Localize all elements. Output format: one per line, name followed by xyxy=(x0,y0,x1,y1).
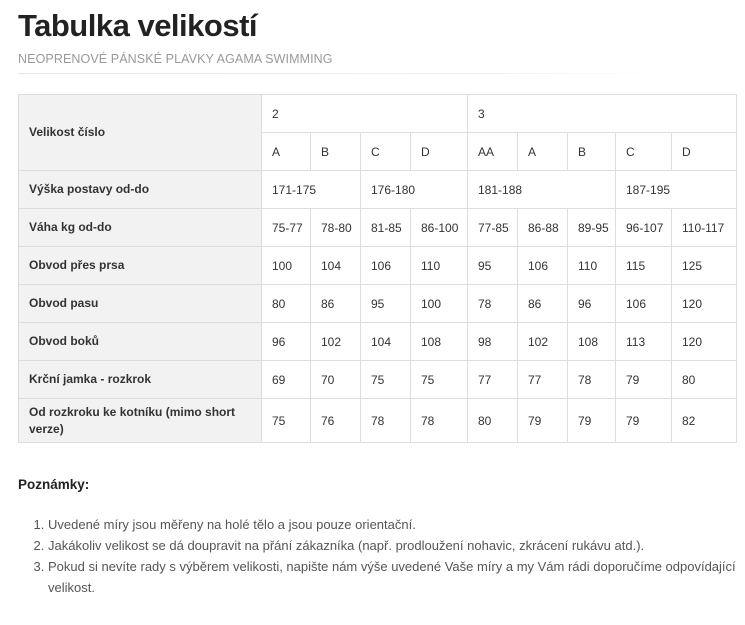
table-cell: 125 xyxy=(672,247,737,285)
row-label: Od rozkroku ke kotníku (mimo short verze) xyxy=(19,399,262,443)
table-row-height xyxy=(19,171,737,209)
table-cell: 70 xyxy=(311,361,361,399)
table-cell: 79 xyxy=(616,361,672,399)
row-label-height: Výška postavy od-do xyxy=(19,171,262,209)
table-cell: 106 xyxy=(518,247,568,285)
table-row-chest xyxy=(19,247,737,285)
row-label: Obvod boků xyxy=(19,323,262,361)
table-cell: 171-175 xyxy=(262,171,361,209)
table-cell: 110-117 xyxy=(672,209,737,247)
table-cell: 98 xyxy=(468,323,518,361)
table-cell: 80 xyxy=(468,399,518,443)
table-cell: 104 xyxy=(311,247,361,285)
subsize-cell: C xyxy=(616,133,672,171)
table-cell: 86 xyxy=(311,285,361,323)
table-cell: 79 xyxy=(568,399,616,443)
table-cell: 78 xyxy=(411,399,468,443)
table-cell: 102 xyxy=(311,323,361,361)
table-cell: 82 xyxy=(672,399,737,443)
table-cell: 181-188 xyxy=(468,171,616,209)
table-cell: 95 xyxy=(468,247,518,285)
table-cell: 106 xyxy=(361,247,411,285)
subsize-cell: A xyxy=(262,133,311,171)
table-cell: 110 xyxy=(411,247,468,285)
table-cell: 95 xyxy=(361,285,411,323)
table-cell: 110 xyxy=(568,247,616,285)
subsize-cell: A xyxy=(518,133,568,171)
table-cell: 100 xyxy=(262,247,311,285)
row-label: Obvod pasu xyxy=(19,285,262,323)
table-cell: 80 xyxy=(672,361,737,399)
table-cell: 86-100 xyxy=(411,209,468,247)
table-cell: 96-107 xyxy=(616,209,672,247)
table-cell: 79 xyxy=(518,399,568,443)
table-cell: 79 xyxy=(616,399,672,443)
table-cell: 78-80 xyxy=(311,209,361,247)
table-cell: 100 xyxy=(411,285,468,323)
subsize-cell: AA xyxy=(468,133,518,171)
table-cell: 89-95 xyxy=(568,209,616,247)
table-cell: 78 xyxy=(361,399,411,443)
table-cell: 176-180 xyxy=(361,171,468,209)
row-label: Obvod přes prsa xyxy=(19,247,262,285)
table-cell: 115 xyxy=(616,247,672,285)
size-group-row xyxy=(19,95,737,133)
table-cell: 75 xyxy=(411,361,468,399)
size-group-cell: 3 xyxy=(468,95,737,133)
row-label: Krční jamka - rozkrok xyxy=(19,361,262,399)
subsize-cell: D xyxy=(411,133,468,171)
subsize-cell: B xyxy=(311,133,361,171)
table-cell: 187-195 xyxy=(616,171,737,209)
table-cell: 108 xyxy=(411,323,468,361)
size-group-cell: 2 xyxy=(262,95,468,133)
table-cell: 106 xyxy=(616,285,672,323)
title-divider xyxy=(18,73,668,74)
table-row-neck-crotch xyxy=(19,361,737,399)
table-cell: 104 xyxy=(361,323,411,361)
table-cell: 86-88 xyxy=(518,209,568,247)
notes-list xyxy=(18,514,738,598)
table-cell: 108 xyxy=(568,323,616,361)
table-cell: 77 xyxy=(518,361,568,399)
table-cell: 75-77 xyxy=(262,209,311,247)
table-cell: 76 xyxy=(311,399,361,443)
table-cell: 78 xyxy=(568,361,616,399)
note-item: 3. Pokud si nevíte rady s výběrem velikosti, napište nám výše uvedené Vaše míry a my Vám rádi doporučíme odpovídající velikost. xyxy=(48,556,738,598)
table-cell: 75 xyxy=(361,361,411,399)
page-title: Tabulka velikostí xyxy=(18,8,258,43)
table-row-waist xyxy=(19,285,737,323)
table-cell: 69 xyxy=(262,361,311,399)
table-cell: 81-85 xyxy=(361,209,411,247)
note-item: 2. Jakákoliv velikost se dá doupravit na přání zákazníka (např. prodloužení nohavic, zkrácení rukávu atd.). xyxy=(48,535,738,556)
notes-heading: Poznámky: xyxy=(18,477,90,492)
size-table xyxy=(18,94,737,443)
table-cell: 96 xyxy=(568,285,616,323)
subsize-cell: B xyxy=(568,133,616,171)
subsize-cell: C xyxy=(361,133,411,171)
row-label: Váha kg od-do xyxy=(19,209,262,247)
table-row-inseam xyxy=(19,399,737,443)
table-cell: 96 xyxy=(262,323,311,361)
table-cell: 120 xyxy=(672,323,737,361)
table-cell: 113 xyxy=(616,323,672,361)
table-cell: 78 xyxy=(468,285,518,323)
table-row-hips xyxy=(19,323,737,361)
subsize-cell: D xyxy=(672,133,737,171)
table-cell: 120 xyxy=(672,285,737,323)
table-row-weight xyxy=(19,209,737,247)
table-cell: 75 xyxy=(262,399,311,443)
row-label-size-number: Velikost číslo xyxy=(19,95,262,171)
table-cell: 77-85 xyxy=(468,209,518,247)
page-subtitle: NEOPRENOVÉ PÁNSKÉ PLAVKY AGAMA SWIMMING xyxy=(18,52,333,66)
table-cell: 80 xyxy=(262,285,311,323)
table-cell: 77 xyxy=(468,361,518,399)
table-cell: 86 xyxy=(518,285,568,323)
table-cell: 102 xyxy=(518,323,568,361)
note-item: 1. Uvedené míry jsou měřeny na holé tělo a jsou pouze orientační. xyxy=(48,514,738,535)
